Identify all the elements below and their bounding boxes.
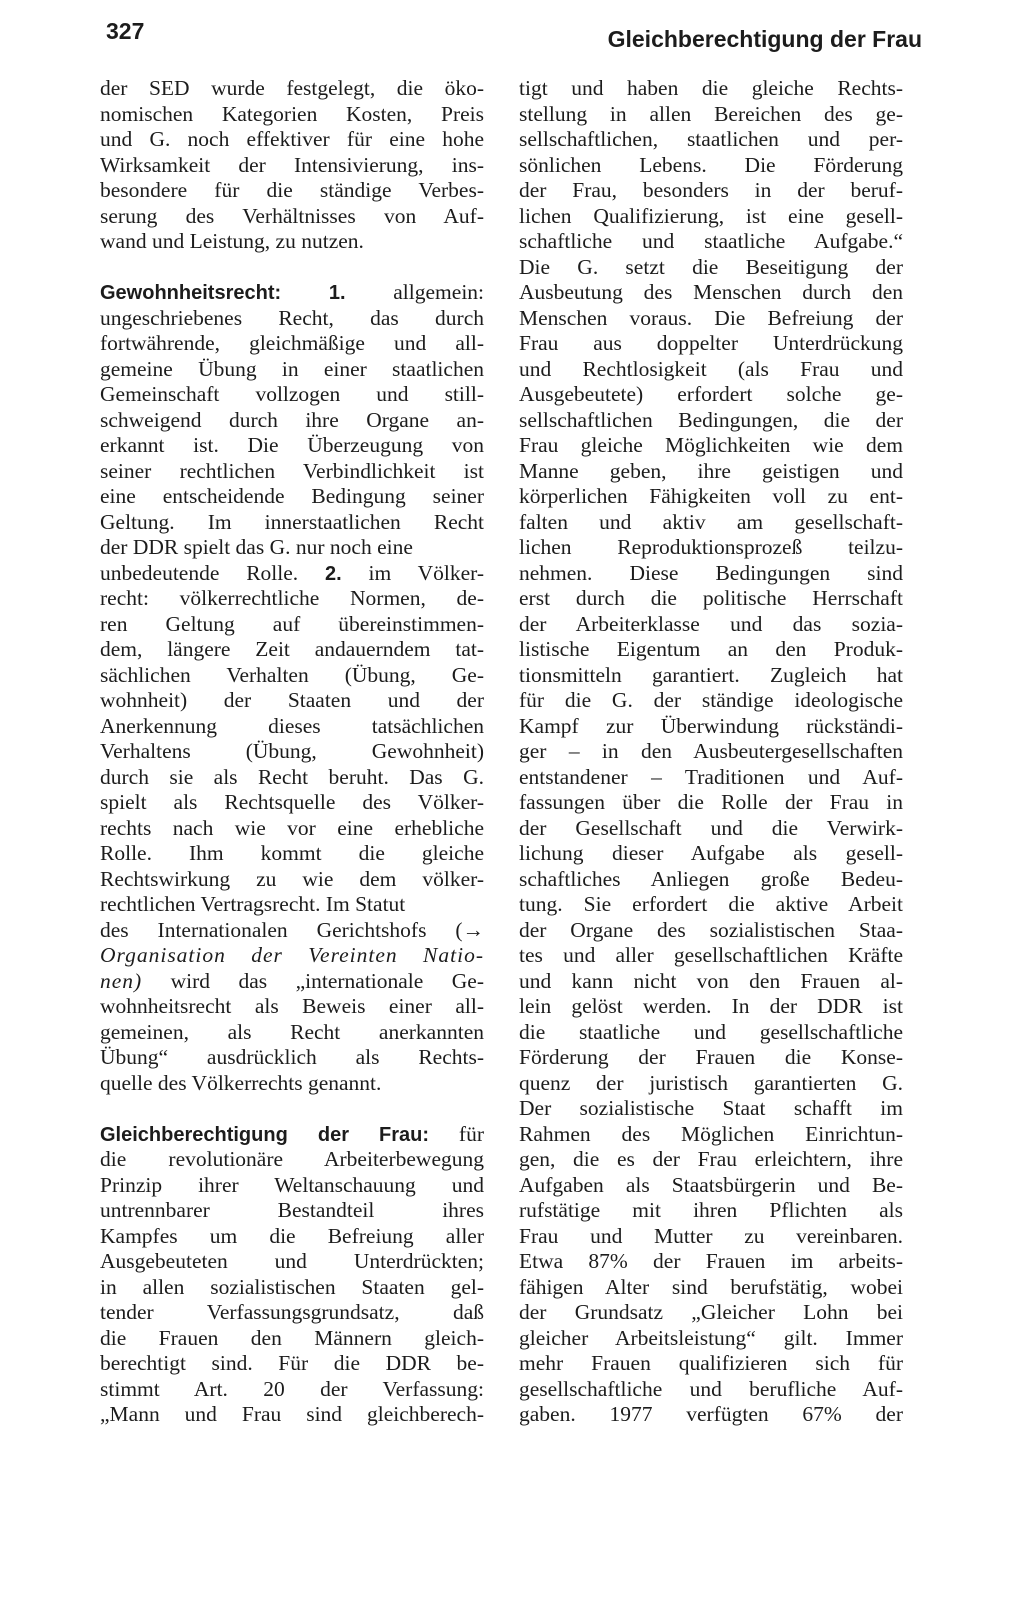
text-line: Kampf zur Überwindung rückständi- bbox=[519, 713, 903, 738]
text-line: rufstätige mit ihren Pflichten als bbox=[519, 1198, 903, 1222]
entry-first-line bbox=[100, 1122, 484, 1148]
text-line: tionsmitteln garantiert. Zugleich hat bbox=[519, 662, 903, 687]
text-line: sellschaftlichen Bedingungen, die der bbox=[519, 407, 903, 432]
text-fragment: unbedeutende Rolle. bbox=[100, 560, 299, 585]
continuation-paragraph bbox=[100, 76, 484, 255]
entry-gleichberechtigung bbox=[100, 1122, 484, 1428]
text-line: der Gesellschaft und die Verwirk- bbox=[519, 815, 903, 840]
text-line: für die G. der ständige ideologische bbox=[519, 688, 903, 712]
text-line: erkannt ist. Die Überzeugung von bbox=[100, 433, 484, 457]
text-line: der Grundsatz „Gleicher Lohn bei bbox=[519, 1300, 903, 1324]
text-line: der DDR spielt das G. nur noch eine bbox=[100, 535, 413, 559]
text-line: gaben. 1977 verfügten 67% der bbox=[519, 1402, 903, 1426]
text-line: recht: völkerrechtliche Normen, de- bbox=[100, 586, 484, 610]
text-line: Frau aus doppelter Unterdrückung bbox=[519, 331, 903, 355]
text-line: Kampfes um die Befreiung aller bbox=[100, 1223, 484, 1248]
text-fragment: allgemein: bbox=[393, 280, 485, 304]
text-line: schaftliche und staatliche Aufgabe.“ bbox=[519, 229, 903, 253]
sense-number: 2. bbox=[324, 562, 342, 585]
text-line: der Organe des sozialistischen Staa- bbox=[519, 917, 903, 942]
entry-body-c bbox=[100, 994, 484, 1096]
text-line: und G. noch effektiver für eine hohe bbox=[100, 127, 484, 151]
text-line: Rolle. Ihm kommt die gleiche bbox=[100, 841, 484, 865]
text-line: sächlichen Verhalten (Übung, Ge- bbox=[100, 662, 484, 687]
page-number: 327 bbox=[106, 18, 145, 44]
text-line: lichen Reproduktionsprozeß teilzu- bbox=[519, 535, 903, 559]
cross-reference: Organisation der Vereinten Natio- bbox=[100, 943, 484, 967]
text-line: seiner rechtlichen Verbindlichkeit ist bbox=[100, 458, 484, 483]
text-line: Menschen voraus. Die Befreiung der bbox=[519, 305, 903, 330]
entry-body-a bbox=[100, 306, 484, 561]
entry-term: Gewohnheitsrecht: bbox=[100, 282, 282, 304]
text-line: wohnheit) der Staaten und der bbox=[100, 688, 484, 712]
text-line: tender Verfassungsgrundsatz, daß bbox=[100, 1300, 484, 1324]
text-line: fortwährende, gleichmäßige und all- bbox=[100, 331, 484, 355]
text-fragment: wird das „internationale Ge- bbox=[142, 968, 484, 993]
text-line: wohnheitsrecht als Beweis einer all- bbox=[100, 994, 484, 1018]
text-line: erst durch die politische Herrschaft bbox=[519, 586, 903, 610]
text-line: Wirksamkeit der Intensivierung, ins- bbox=[100, 152, 484, 177]
text-line: Rahmen des Möglichen Einrichtun- bbox=[519, 1121, 903, 1146]
text-line: lichung dieser Aufgabe als gesell- bbox=[519, 841, 903, 865]
text-line: Ausgebeuteten und Unterdrückten; bbox=[100, 1249, 484, 1273]
text-line: sellschaftlichen, staatlichen und per- bbox=[519, 127, 903, 151]
text-line: fähigen Alter sind berufstätig, wobei bbox=[519, 1274, 903, 1299]
text-line: Verhaltens (Übung, Gewohnheit) bbox=[100, 739, 484, 763]
sense-number: 1. bbox=[328, 282, 346, 304]
text-line bbox=[100, 969, 484, 995]
text-line: listische Eigentum an den Produk- bbox=[519, 637, 903, 661]
text-line: Die G. setzt die Beseitigung der bbox=[519, 254, 903, 279]
text-line: Gemeinschaft vollzogen und still- bbox=[100, 382, 484, 406]
text-line: tes und aller gesellschaftlichen Kräfte bbox=[519, 943, 903, 967]
text-line: gesellschaftliche und berufliche Auf- bbox=[519, 1376, 903, 1401]
text-line: gemeinen, als Recht anerkannten bbox=[100, 1019, 484, 1044]
text-line: durch sie als Recht beruht. Das G. bbox=[100, 764, 484, 789]
text-line: nehmen. Diese Bedingungen sind bbox=[519, 560, 903, 585]
text-line: ger – in den Ausbeutergesellschaften bbox=[519, 739, 903, 763]
text-line: mehr Frauen qualifizieren sich für bbox=[519, 1351, 903, 1375]
text-line: Prinzip ihrer Weltanschauung und bbox=[100, 1172, 484, 1197]
entry-body bbox=[100, 1147, 484, 1428]
text-line: des Internationalen Gerichtshofs (→ bbox=[100, 917, 484, 942]
text-line: der SED wurde festgelegt, die öko- bbox=[100, 76, 484, 100]
text-line: die Frauen den Männern gleich- bbox=[100, 1325, 484, 1350]
text-line: lein gelöst werden. In der DDR ist bbox=[519, 994, 903, 1018]
text-line: Etwa 87% der Frauen im arbeits- bbox=[519, 1249, 903, 1273]
text-line: und Rechtlosigkeit (als Frau und bbox=[519, 356, 903, 381]
text-line: stimmt Art. 20 der Verfassung: bbox=[100, 1376, 484, 1401]
entry-first-line bbox=[100, 280, 484, 306]
text-line: schaftliches Anliegen große Bedeu- bbox=[519, 866, 903, 891]
right-column bbox=[519, 76, 903, 1428]
running-head: Gleichberechtigung der Frau bbox=[607, 26, 922, 52]
entry-term: Gleichberechtigung der Frau: bbox=[100, 1123, 430, 1146]
text-line bbox=[100, 561, 484, 587]
text-line: untrennbarer Bestandteil ihres bbox=[100, 1198, 484, 1222]
text-line: die revolutionäre Arbeiterbewegung bbox=[100, 1147, 484, 1171]
text-line: körperlichen Fähigkeiten voll zu ent- bbox=[519, 484, 903, 508]
text-line bbox=[100, 943, 484, 969]
text-line: berechtigt sind. Für die DDR be- bbox=[100, 1351, 484, 1375]
text-line: stellung in allen Bereichen des ge- bbox=[519, 101, 903, 126]
left-column bbox=[100, 76, 484, 1428]
entry-body-b bbox=[100, 586, 484, 918]
text-line: rechts nach wie vor eine erhebliche bbox=[100, 815, 484, 840]
text-line: „Mann und Frau sind gleichberech- bbox=[100, 1402, 484, 1426]
text-line: falten und aktiv am gesellschaft- bbox=[519, 509, 903, 534]
text-line: Frau gleiche Möglichkeiten wie dem bbox=[519, 433, 903, 457]
text-line: entstandener – Traditionen und Auf- bbox=[519, 764, 903, 789]
text-line: ungeschriebenes Recht, das durch bbox=[100, 305, 484, 330]
text-line: Rechtswirkung zu wie dem völker- bbox=[100, 866, 484, 891]
text-line: Frau und Mutter zu vereinbaren. bbox=[519, 1223, 903, 1248]
text-line: Ausgebeutete) erfordert solche ge- bbox=[519, 382, 903, 406]
text-line: Aufgaben als Staatsbürgerin und Be- bbox=[519, 1172, 903, 1197]
text-line: gen, die es der Frau erleichtern, ihre bbox=[519, 1147, 903, 1171]
cross-reference: nen) bbox=[100, 968, 143, 993]
text-line: fassungen über die Rolle der Frau in bbox=[519, 790, 903, 814]
text-line: eine entscheidende Bedingung seiner bbox=[100, 484, 484, 508]
text-line: dem, längere Zeit andauerndem tat- bbox=[100, 637, 484, 661]
text-line: quenz der juristisch garantierten G. bbox=[519, 1070, 903, 1095]
text-fragment: im Völker- bbox=[368, 560, 485, 585]
text-line: in allen sozialistischen Staaten gel- bbox=[100, 1274, 484, 1299]
text-line: Anerkennung dieses tatsächlichen bbox=[100, 713, 484, 738]
text-line: quelle des Völkerrechts genannt. bbox=[100, 1070, 382, 1095]
text-line: Der sozialistische Staat schafft im bbox=[519, 1096, 903, 1120]
text-line: der Frau, besonders in der beruf- bbox=[519, 178, 903, 202]
text-line: ren Geltung auf übereinstimmen- bbox=[100, 611, 484, 636]
entry-gewohnheitsrecht bbox=[100, 280, 484, 1096]
text-line: sönlichen Lebens. Die Förderung bbox=[519, 152, 903, 177]
text-line: die staatliche und gesellschaftliche bbox=[519, 1019, 903, 1044]
text-line: tung. Sie erfordert die aktive Arbeit bbox=[519, 892, 903, 916]
text-line: lichen Qualifizierung, ist eine gesell- bbox=[519, 203, 903, 228]
text-line: Geltung. Im innerstaatlichen Recht bbox=[100, 509, 484, 534]
text-line: gemeine Übung in einer staatlichen bbox=[100, 356, 484, 381]
text-line: tigt und haben die gleiche Rechts- bbox=[519, 76, 903, 100]
text-line: rechtlichen Vertragsrecht. Im Statut bbox=[100, 892, 406, 916]
text-line: Ausbeutung des Menschen durch den bbox=[519, 280, 903, 304]
text-line: spielt als Rechtsquelle des Völker- bbox=[100, 790, 484, 814]
entry-continuation bbox=[519, 76, 903, 1428]
text-line: besondere für die ständige Verbes- bbox=[100, 178, 484, 202]
text-line: serung des Verhältnisses von Auf- bbox=[100, 203, 484, 228]
text-line: nomischen Kategorien Kosten, Preis bbox=[100, 101, 484, 126]
text-line: schweigend durch ihre Organe an- bbox=[100, 407, 484, 432]
text-line: Förderung der Frauen die Konse- bbox=[519, 1045, 903, 1069]
text-line: Manne geben, ihre geistigen und bbox=[519, 458, 903, 483]
text-line: und kann nicht von den Frauen al- bbox=[519, 968, 903, 993]
text-line: gleicher Arbeitsleistung“ gilt. Immer bbox=[519, 1325, 903, 1350]
text-line: Übung“ ausdrücklich als Rechts- bbox=[100, 1045, 484, 1069]
text-line: wand und Leistung, zu nutzen. bbox=[100, 229, 364, 253]
text-fragment: für bbox=[458, 1121, 484, 1146]
text-line: der Arbeiterklasse und das sozia- bbox=[519, 611, 903, 636]
